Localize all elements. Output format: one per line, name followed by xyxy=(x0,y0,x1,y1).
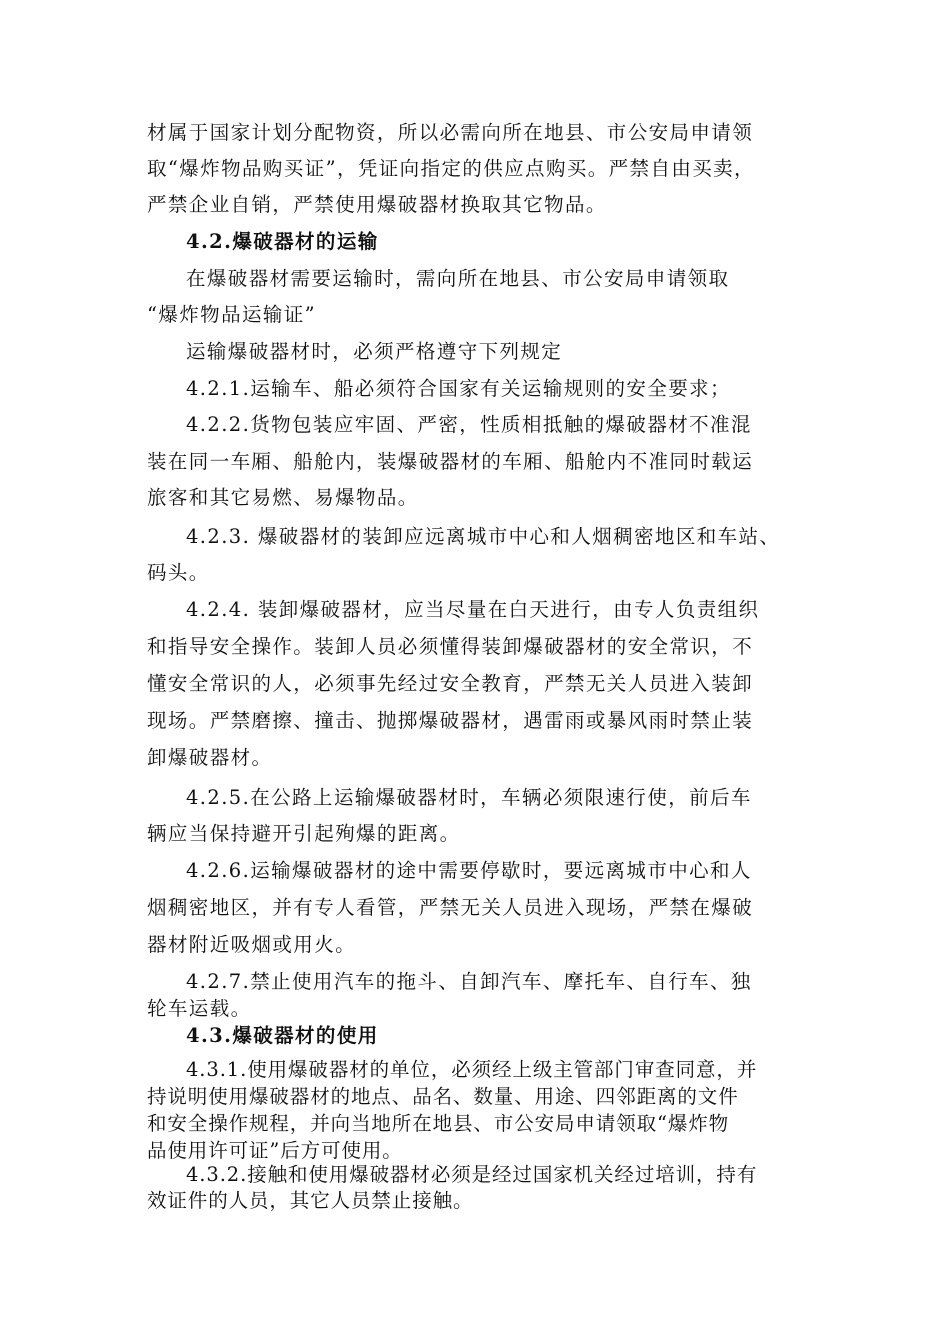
text-line: 和指导安全操作。装卸人员必须懂得装卸爆破器材的安全常识，不 xyxy=(147,635,754,658)
text-line: 器材附近吸烟或用火。 xyxy=(147,933,357,956)
text-line: 效证件的人员，其它人员禁止接触。 xyxy=(147,1189,474,1212)
text-line: 在爆破器材需要运输时，需向所在地县、市公安局申请领取 xyxy=(186,267,730,290)
text-line: 运输爆破器材时，必须严格遵守下列规定 xyxy=(186,340,563,363)
text-line: 取“爆炸物品购买证”，凭证向指定的供应点购买。严禁自由买卖， xyxy=(147,157,755,180)
clause-4-2-5: 4.2.5.在公路上运输爆破器材时，车辆必须限速行使，前后车 xyxy=(186,786,752,809)
text-line: 装在同一车厢、船舱内，装爆破器材的车厢、船舱内不准同时载运 xyxy=(147,450,754,473)
clause-4-2-1: 4.2.1.运输车、船必须符合国家有关运输规则的安全要求； xyxy=(186,377,731,400)
text-line: 严禁企业自销，严禁使用爆破器材换取其它物品。 xyxy=(147,193,607,216)
text-line: 轮车运载。 xyxy=(147,997,252,1020)
text-line: 持说明使用爆破器材的地点、品名、数量、用途、四邻距离的文件 xyxy=(147,1085,739,1108)
text-line: “爆炸物品运输证” xyxy=(147,303,317,326)
clause-4-2-7: 4.2.7.禁止使用汽车的拖斗、自卸汽车、摩托车、自行车、独 xyxy=(186,970,752,993)
clause-4-3-2: 4.3.2.接触和使用爆破器材必须是经过国家机关经过培训，持有 xyxy=(186,1163,758,1186)
text-line: 现场。严禁磨擦、撞击、抛掷爆破器材，遇雷雨或暴风雨时禁止装 xyxy=(147,709,754,732)
section-heading-4-3: 4.3.爆破器材的使用 xyxy=(186,1024,379,1047)
clause-4-2-2: 4.2.2.货物包装应牢固、严密，性质相抵触的爆破器材不准混 xyxy=(186,413,752,436)
section-heading-4-2: 4.2.爆破器材的运输 xyxy=(186,230,379,253)
clause-4-3-1: 4.3.1.使用爆破器材的单位，必须经上级主管部门审查同意，并 xyxy=(186,1058,758,1081)
text-line: 懂安全常识的人，必须事先经过安全教育，严禁无关人员进入装卸 xyxy=(147,672,754,695)
text-line: 品使用许可证”后方可使用。 xyxy=(147,1139,403,1162)
clause-4-2-6: 4.2.6.运输爆破器材的途中需要停歇时，要远离城市中心和人 xyxy=(186,859,752,882)
text-line: 材属于国家计划分配物资，所以必需向所在地县、市公安局申请领 xyxy=(147,121,754,144)
text-line: 烟稠密地区，并有专人看管，严禁无关人员进入现场，严禁在爆破 xyxy=(147,896,754,919)
text-line: 码头。 xyxy=(147,561,210,584)
text-line: 旅客和其它易燃、易爆物品。 xyxy=(147,486,419,509)
text-line: 卸爆破器材。 xyxy=(147,746,273,769)
clause-4-2-3: 4.2.3. 爆破器材的装卸应远离城市中心和人烟稠密地区和车站、 xyxy=(186,525,781,548)
text-line: 辆应当保持避开引起殉爆的距离。 xyxy=(147,822,461,845)
text-line: 和安全操作规程，并向当地所在地县、市公安局申请领取“爆炸物 xyxy=(147,1112,730,1135)
clause-4-2-4: 4.2.4. 装卸爆破器材，应当尽量在白天进行，由专人负责组织 xyxy=(186,598,760,621)
